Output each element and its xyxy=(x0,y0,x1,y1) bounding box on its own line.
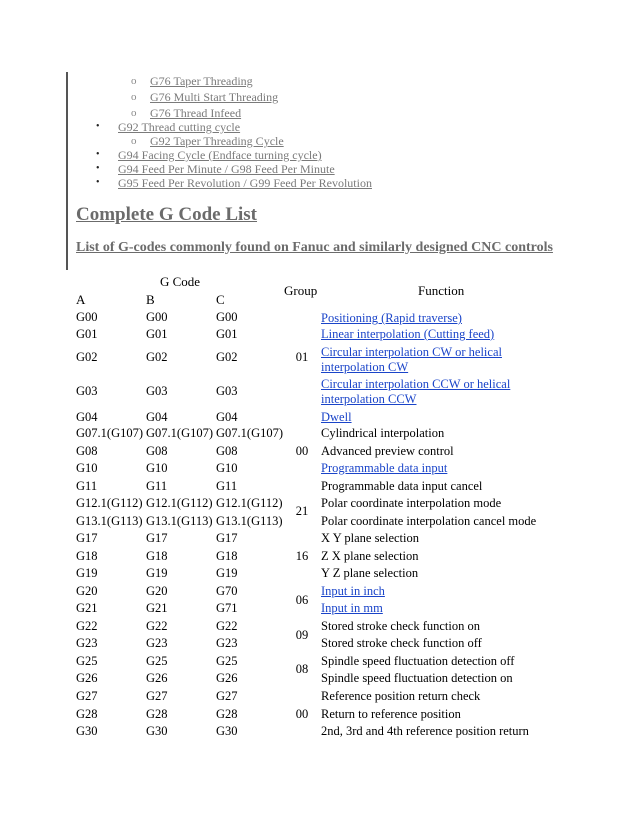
table-cell: G07.1(G107) xyxy=(216,426,284,440)
table-cell: G03 xyxy=(76,384,98,398)
function-text: Stored stroke check function off xyxy=(321,636,482,650)
table-cell: G23 xyxy=(76,636,98,650)
function-text: Cylindrical interpolation xyxy=(321,426,445,440)
table-cell: G22 xyxy=(146,619,168,633)
group-number: 08 xyxy=(295,662,309,676)
table-cell: G26 xyxy=(76,671,98,685)
table-cell: G10 xyxy=(76,461,98,475)
left-margin-rule xyxy=(66,72,68,270)
table-cell: G28 xyxy=(76,707,98,721)
table-cell: G12.1(G112) xyxy=(216,496,283,510)
function-link[interactable]: Linear interpolation (Cutting feed) xyxy=(321,327,495,341)
table-cell: G19 xyxy=(146,566,168,580)
toc-link[interactable]: G76 Multi Start Threading xyxy=(150,90,279,104)
table-cell: G20 xyxy=(146,584,168,598)
group-number: 21 xyxy=(295,504,309,518)
table-cell: G30 xyxy=(216,724,238,738)
table-cell: G23 xyxy=(216,636,238,650)
table-cell: G07.1(G107) xyxy=(146,426,214,440)
toc-link[interactable]: G94 Feed Per Minute / G98 Feed Per Minute xyxy=(118,162,335,176)
table-cell: G25 xyxy=(76,654,98,668)
table-cell: G04 xyxy=(76,410,98,424)
table-cell: G07.1(G107) xyxy=(76,426,144,440)
table-cell: G22 xyxy=(216,619,238,633)
table-cell: G12.1(G112) xyxy=(76,496,143,510)
table-cell: G17 xyxy=(146,531,168,545)
function-link[interactable]: Positioning (Rapid traverse) xyxy=(321,311,462,325)
table-cell: G01 xyxy=(216,327,238,341)
toc-link[interactable]: G92 Thread cutting cycle xyxy=(118,120,241,134)
col-c-header: C xyxy=(216,292,225,307)
table-cell: G08 xyxy=(76,444,98,458)
table-cell: G21 xyxy=(76,601,98,615)
group-number: 09 xyxy=(295,628,309,642)
table-cell: G11 xyxy=(146,479,168,493)
function-text: 2nd, 3rd and 4th reference position return xyxy=(321,724,529,738)
table-cell: G08 xyxy=(146,444,168,458)
function-text: Reference position return check xyxy=(321,689,481,703)
function-text: Z X plane selection xyxy=(321,549,419,563)
table-cell: G25 xyxy=(146,654,168,668)
table-cell: G28 xyxy=(146,707,168,721)
table-cell: G03 xyxy=(146,384,168,398)
group-number: 16 xyxy=(295,549,309,563)
section-heading[interactable]: Complete G Code List xyxy=(76,204,258,225)
table-cell: G18 xyxy=(76,549,98,563)
table-cell: G10 xyxy=(146,461,168,475)
table-cell: G18 xyxy=(216,549,238,563)
function-link[interactable]: Programmable data input xyxy=(321,461,448,475)
toc-marker: o xyxy=(131,91,137,103)
function-link[interactable]: Input in mm xyxy=(321,601,383,615)
table-cell: G02 xyxy=(76,350,98,364)
table-cell: G01 xyxy=(76,327,98,341)
function-header: Function xyxy=(418,283,465,298)
function-text: Advanced preview control xyxy=(321,444,454,458)
toc-marker: o xyxy=(131,107,137,119)
table-cell: G71 xyxy=(216,601,238,615)
function-text: Polar coordinate interpolation mode xyxy=(321,496,502,510)
col-b-header: B xyxy=(146,292,155,307)
table-cell: G13.1(G113) xyxy=(146,514,213,528)
table-cell: G22 xyxy=(76,619,98,633)
function-text: Spindle speed fluctuation detection off xyxy=(321,654,515,668)
function-link[interactable]: Input in inch xyxy=(321,584,385,598)
function-text: Return to reference position xyxy=(321,707,461,721)
table-cell: G23 xyxy=(146,636,168,650)
table-cell: G20 xyxy=(76,584,98,598)
toc-link[interactable]: G95 Feed Per Revolution / G99 Feed Per Revolution xyxy=(118,176,372,190)
toc-marker: • xyxy=(96,121,100,132)
toc-marker: o xyxy=(131,135,137,147)
function-text: Programmable data input cancel xyxy=(321,479,483,493)
table-cell: G28 xyxy=(216,707,238,721)
function-text: Polar coordinate interpolation cancel mode xyxy=(321,514,537,528)
toc-marker: • xyxy=(96,149,100,160)
function-text: Spindle speed fluctuation detection on xyxy=(321,671,513,685)
col-a-header: A xyxy=(76,292,86,307)
group-number: 00 xyxy=(295,707,309,721)
table-cell: G70 xyxy=(216,584,238,598)
table-cell: G30 xyxy=(76,724,98,738)
table-cell: G25 xyxy=(216,654,238,668)
table-cell: G26 xyxy=(216,671,238,685)
table-cell: G12.1(G112) xyxy=(146,496,213,510)
table-cell: G00 xyxy=(146,310,168,324)
table-cell: G00 xyxy=(216,310,238,324)
toc-marker: • xyxy=(96,163,100,174)
function-text: Stored stroke check function on xyxy=(321,619,480,633)
table-cell: G00 xyxy=(76,310,98,324)
table-cell: G27 xyxy=(146,689,168,703)
table-cell: G02 xyxy=(146,350,168,364)
function-link[interactable]: Circular interpolation CCW or helical interpolation CCW xyxy=(321,377,511,406)
table-cell: G27 xyxy=(216,689,238,703)
table-cell: G11 xyxy=(216,479,238,493)
table-cell: G04 xyxy=(146,410,168,424)
table-cell: G26 xyxy=(146,671,168,685)
table-cell: G17 xyxy=(76,531,98,545)
table-cell: G03 xyxy=(216,384,238,398)
table-cell: G30 xyxy=(146,724,168,738)
function-text: Y Z plane selection xyxy=(321,566,419,580)
function-text: X Y plane selection xyxy=(321,531,419,545)
toc-link[interactable]: G92 Taper Threading Cycle xyxy=(150,134,284,148)
table-cell: G17 xyxy=(216,531,238,545)
table-cell: G13.1(G113) xyxy=(216,514,283,528)
toc-marker: o xyxy=(131,75,137,87)
table-cell: G19 xyxy=(216,566,238,580)
section-subheading[interactable]: List of G-codes commonly found on Fanuc and similarly designed CNC controls xyxy=(76,240,553,255)
table-cell: G18 xyxy=(146,549,168,563)
table-cell: G04 xyxy=(216,410,238,424)
group-number: 01 xyxy=(295,350,309,364)
table-cell: G27 xyxy=(76,689,98,703)
toc-link[interactable]: G94 Facing Cycle (Endface turning cycle) xyxy=(118,148,322,162)
table-cell: G02 xyxy=(216,350,238,364)
table-cell: G10 xyxy=(216,461,238,475)
toc-link[interactable]: G76 Thread Infeed xyxy=(150,106,242,120)
table-cell: G21 xyxy=(146,601,168,615)
table-cell: G08 xyxy=(216,444,238,458)
toc-link[interactable]: G76 Taper Threading xyxy=(150,74,253,88)
group-header: Group xyxy=(284,283,318,298)
toc-marker: • xyxy=(96,177,100,188)
function-link[interactable]: Circular interpolation CW or helical interpolation CW xyxy=(321,345,502,374)
table-cell: G19 xyxy=(76,566,98,580)
group-number: 06 xyxy=(295,593,309,607)
gcode-header: G Code xyxy=(160,274,201,289)
table-cell: G01 xyxy=(146,327,168,341)
group-number: 00 xyxy=(295,444,309,458)
table-cell: G13.1(G113) xyxy=(76,514,143,528)
function-link[interactable]: Dwell xyxy=(321,410,352,424)
table-cell: G11 xyxy=(76,479,98,493)
